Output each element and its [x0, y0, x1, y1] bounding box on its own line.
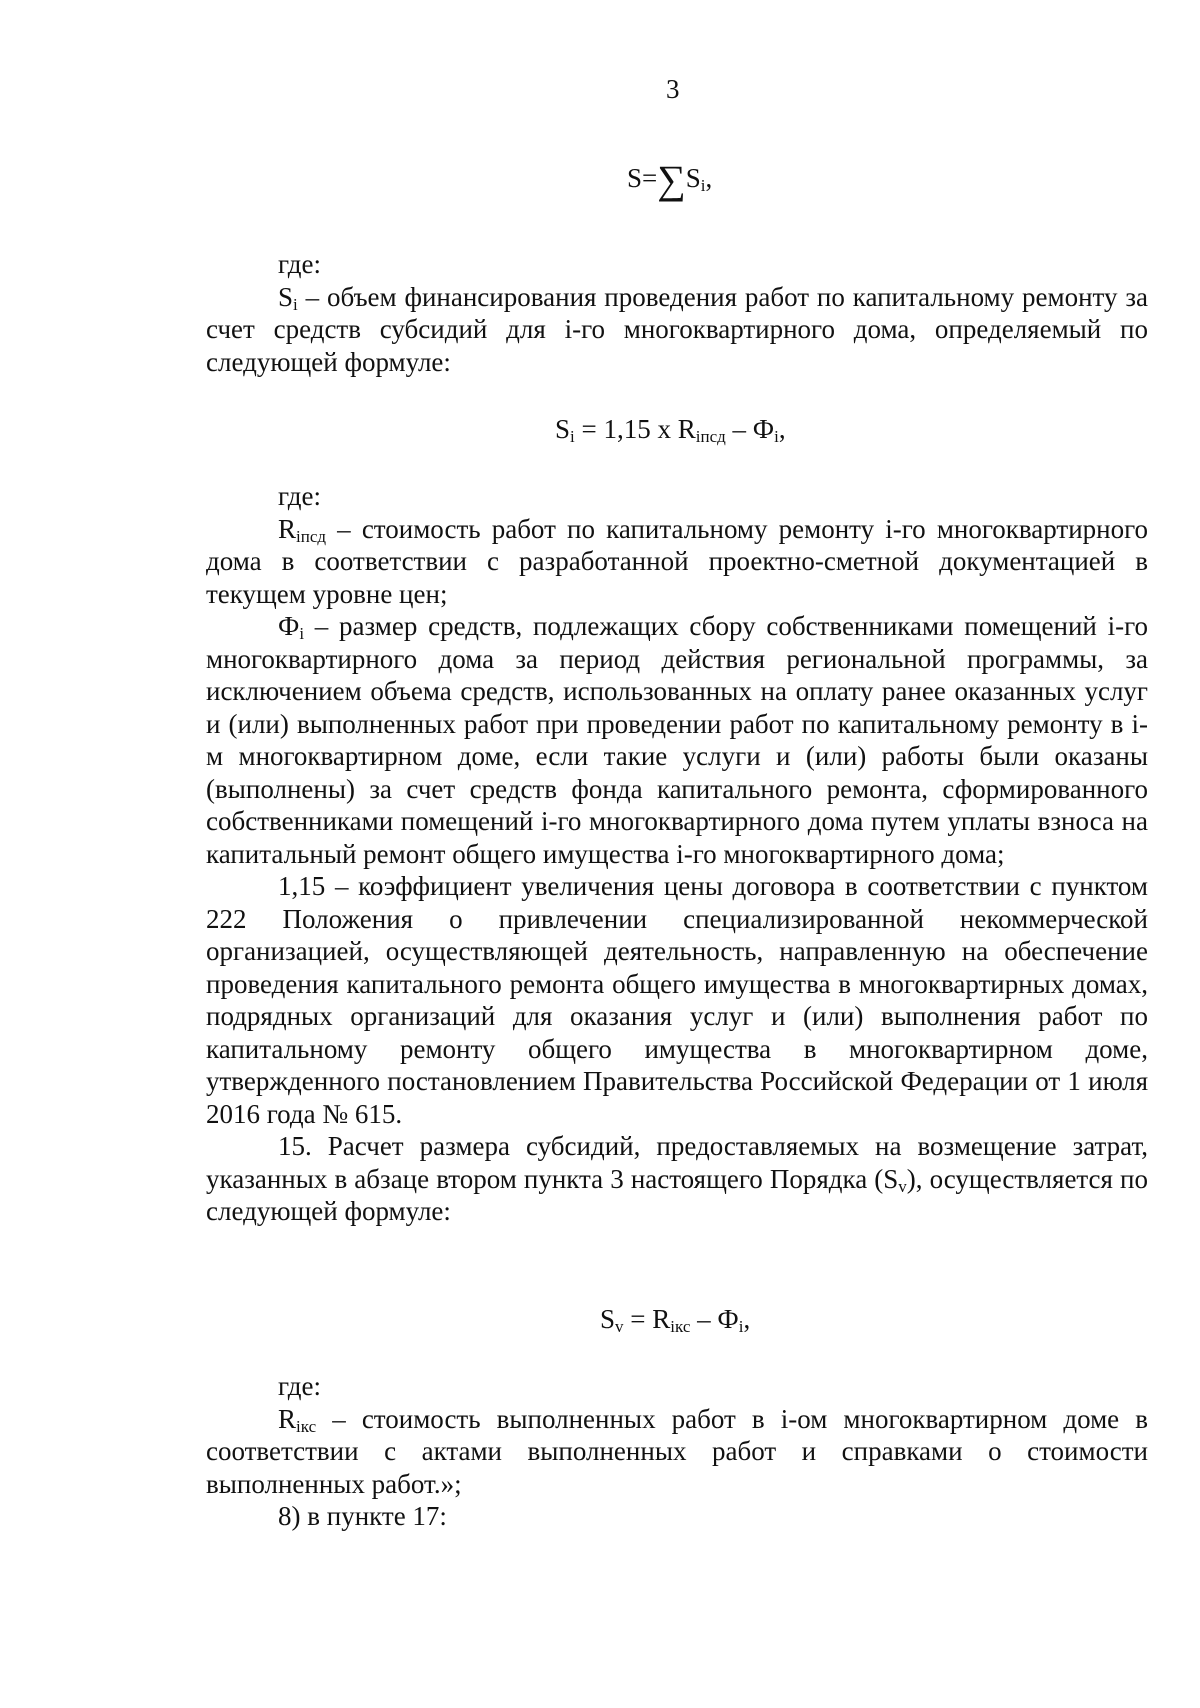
where-label: где:: [278, 249, 321, 279]
where-label: где:: [278, 1371, 321, 1401]
section-two: [206, 480, 1148, 1228]
item-8: 8) в пункте 17:: [278, 1501, 447, 1531]
definition-r-iks: $R_{iкс}$ – стоимость выполненных работ в i-ом многоквартирном доме в соответствии с актами выполненных работ и справками о стоимости выполненных работ.»;: [206, 1403, 1148, 1499]
formula-si: $S_i = 1,15$ x $R_{iпсд} - Ф_i$,: [555, 414, 786, 446]
paragraph-15: 15. Расчет размера субсидий, предоставляемых на возмещение затрат, указанных в абзаце втором пункта 3 настоящего Порядка $(S_v)$, осуществляется по следующей формуле:: [206, 1131, 1148, 1226]
section-three: [206, 1370, 1148, 1533]
page-number: 3: [666, 74, 680, 104]
definition-f-i: $Ф_i$ – размер средств, подлежащих сбору собственниками помещений i-го многоквартирного дома за период действия региональной программы, за исключением объема средств, использованных на оплату ранее оказанных услуг и (или) выполненных работ при проведении работ по капитальному ремонту в i-м многоквартирном доме, если такие услуги и (или) работы были оказаны (выполнены) за счет средств фонда капитального ремонта, сформированного собственниками помещений i-го многоквартирного дома путем уплаты взноса на капитальный ремонт общего имущества i-го многоквартирного дома;: [206, 611, 1148, 869]
section-one: [206, 248, 1148, 378]
where-label: где:: [278, 481, 321, 511]
definition-si: $S_i$ – объем финансирования проведения работ по капитальному ремонту за счет средств субсидий для i-го многоквартирного дома, определяемый по следующей формуле:: [206, 281, 1148, 377]
definition-r-ipsd: $R_{iпсд}$ – стоимость работ по капитальному ремонту i-го многоквартирного дома в соответствии с разработанной проектно-сметной документацией в текущем уровне цен;: [206, 513, 1148, 609]
definition-coefficient: 1,15 – коэффициент увеличения цены договора в соответствии с пунктом 222 Положения о привлечении специализированной некоммерческой организацией, осуществляющей деятельность, направленную на обеспечение проведения капитального ремонта общего имущества в многоквартирных домах, подрядных организаций для оказания услуг и (или) выполнения работ по капитальному ремонту общего имущества в многоквартирном доме, утвержденного постановлением Правительства Российской Федерации от 1 июля 2016 года № 615.: [206, 871, 1148, 1129]
formula-total-subsidy: $S=\sum S_i$,: [627, 157, 713, 202]
formula-sv: $S_v = R_{iкс} - Ф_i$,: [600, 1304, 751, 1336]
